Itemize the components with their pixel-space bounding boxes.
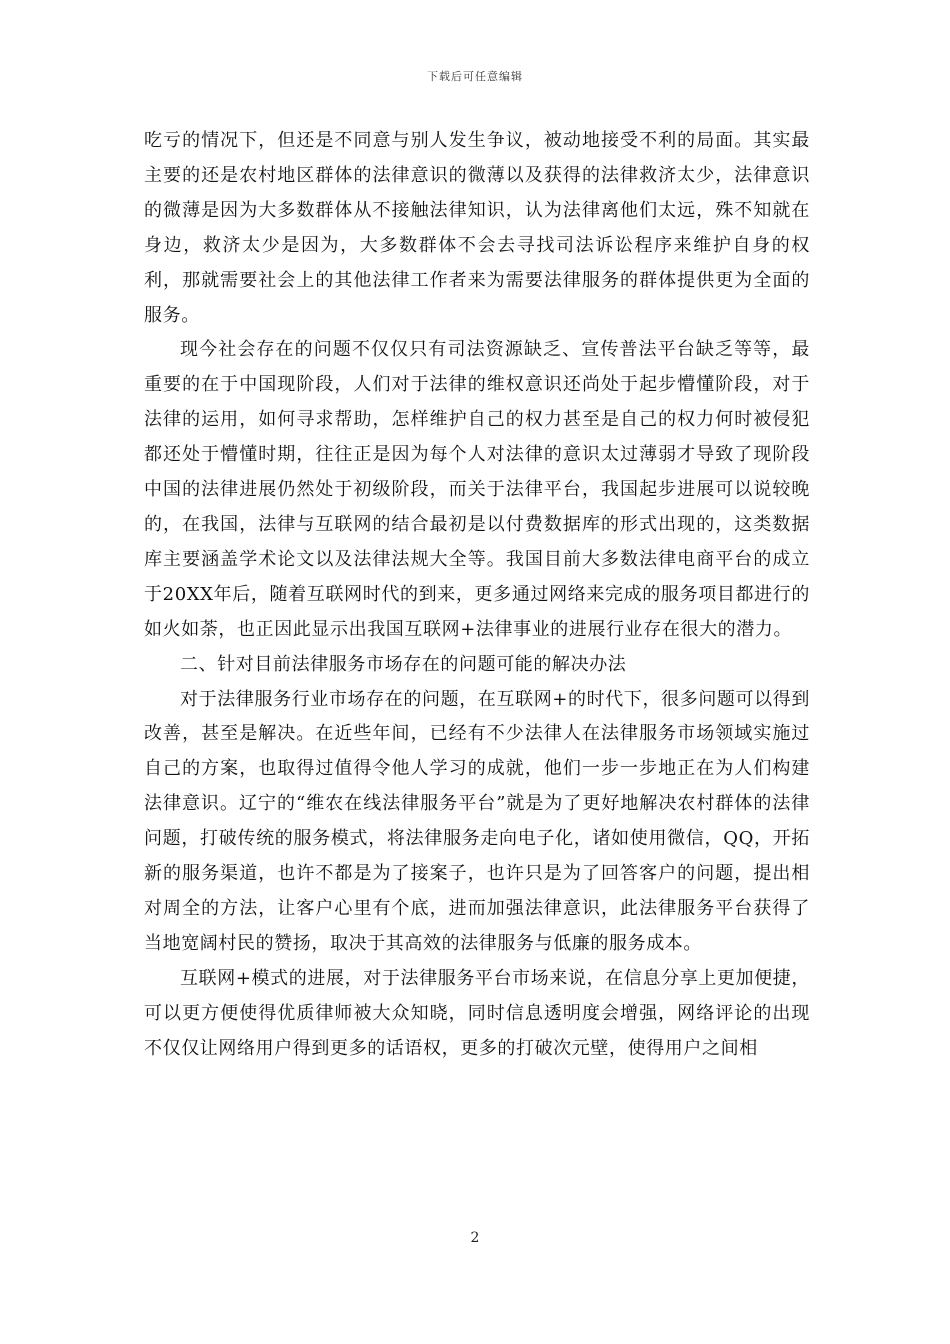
page-number: 2 [470,1230,480,1246]
paragraph-solutions: 对于法律服务行业市场存在的问题，在互联网+的时代下，很多问题可以得到改善，甚至是解决。在近些年间，已经有不少法律人在法律服务市场领域实施过自己的方案，也取得过值得令他人学习的成就，他们一步一步地正在为人们构建法律意识。辽宁的“维农在线法律服务平台”就是为了更好地解决农村群体的法律问题，打破传统的服务模式，将法律服务走向电子化，诸如使用微信，QQ，开拓新的服务渠道，也许不都是为了接案子，也许只是为了回答客户的问题，提出相对周全的方法，让客户心里有个底，进而加强法律意识，此法律服务平台获得了当地宽阔村民的赞扬，取决于其高效的法律服务与低廉的服务成本。 [144,688,810,954]
paragraph-continuation: 吃亏的情况下，但还是不同意与别人发生争议，被动地接受不利的局面。其实最主要的还是农村地区群体的法律意识的微薄以及获得的法律救济太少，法律意识的微薄是因为大多数群体从不接触法律知识，认为法律离他们太远，殊不知就在身边，救济太少是因为，大多数群体不会去寻找司法诉讼程序来维护自身的权利，那就需要社会上的其他法律工作者来为需要法律服务的群体提供更为全面的服务。 [144,130,810,326]
page-header: 下载后可任意编辑 [427,70,523,83]
section-heading: 二、针对目前法律服务市场存在的问题可能的解决办法 [180,653,627,675]
document-body [144,124,810,1066]
paragraph-legal-awareness: 现今社会存在的问题不仅仅只有司法资源缺乏、宣传普法平台缺乏等等，最重要的在于中国现阶段，人们对于法律的维权意识还尚处于起步懵懂阶段，对于法律的运用，如何寻求帮助，怎样维护自己的权力甚至是自己的权力何时被侵犯都还处于懵懂时期，往往正是因为每个人对法律的意识太过薄弱才导致了现阶段中国的法律进展仍然处于初级阶段，而关于法律平台，我国起步进展可以说较晚的，在我国，法律与互联网的结合最初是以付费数据库的形式出现的，这类数据库主要涵盖学术论文以及法律法规大全等。我国目前大多数法律电商平台的成立于20XX年后，随着互联网时代的到来，更多通过网络来完成的服务项目都进行的如火如荼，也正因此显示出我国互联网+法律事业的进展行业存在很大的潜力。 [144,339,810,640]
paragraph-internet-plus: 互联网+模式的进展，对于法律服务平台市场来说，在信息分享上更加便捷，可以更方便使得优质律师被大众知晓，同时信息透明度会增强，网络评论的出现不仅仅让网络用户得到更多的话语权，更多的打破次元壁，使得用户之间相 [144,967,810,1059]
